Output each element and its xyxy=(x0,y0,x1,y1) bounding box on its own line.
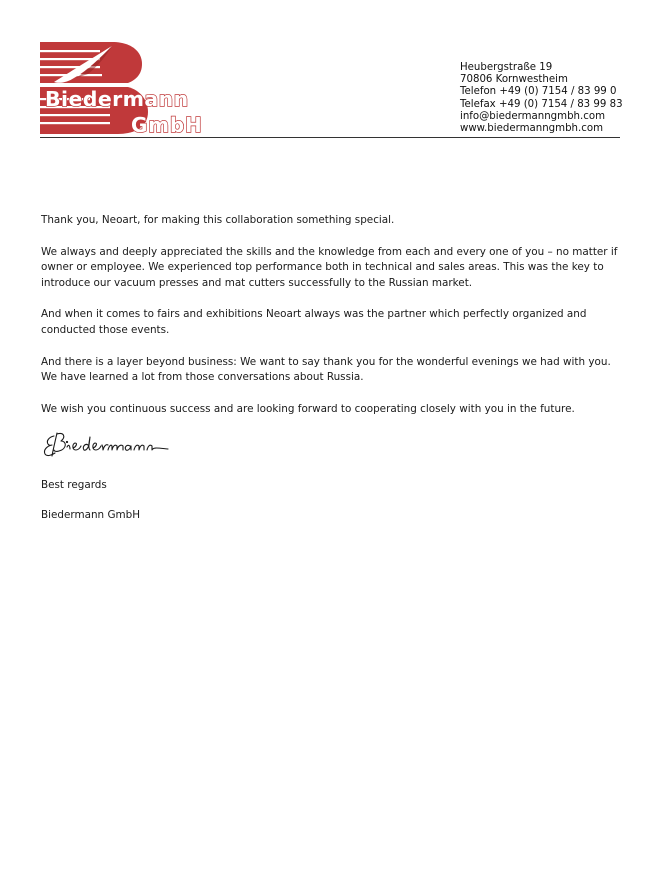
address-fax: Telefax +49 (0) 7154 / 83 99 83 xyxy=(460,98,623,110)
letter-body xyxy=(41,213,623,433)
address-email: info@biedermanngmbh.com xyxy=(460,110,605,122)
handwritten-signature xyxy=(40,428,174,462)
address-city: 70806 Kornwestheim xyxy=(460,74,568,86)
address-phone: Telefon +49 (0) 7154 / 83 99 0 xyxy=(460,86,617,98)
paragraph-fairs: And when it comes to fairs and exhibitions Neoart always was the partner which perfectly organized and conducted those events. xyxy=(41,308,587,336)
paragraph-beyond-business: And there is a layer beyond business: We want to say thank you for the wonderful evenings we had with you. We have learned a lot from those conversations about Russia. xyxy=(41,355,611,384)
logo-name-line1: Biedermann xyxy=(45,87,189,111)
address-website: www.biedermanngmbh.com xyxy=(460,123,603,135)
logo-name-line2: GmbH xyxy=(131,113,203,134)
closing-line: Best regards xyxy=(41,479,107,491)
company-logo xyxy=(40,42,212,134)
header-divider xyxy=(40,137,620,138)
paragraph-thanks: Thank you, Neoart, for making this collaboration something special. xyxy=(41,214,395,226)
paragraph-appreciation: We always and deeply appreciated the skills and the knowledge from each and every one of you – no matter if owner or employee. We experienced top performance both in technical and sales areas. This was the key to introduce our vacuum presses and mat cutters successfully to the Russian market. xyxy=(41,245,618,289)
address-street: Heubergstraße 19 xyxy=(460,62,553,73)
paragraph-wishes: We wish you continuous success and are looking forward to cooperating closely with you in the future. xyxy=(41,402,575,415)
company-name: Biedermann GmbH xyxy=(41,509,141,521)
sender-address xyxy=(460,62,623,135)
letterhead xyxy=(40,38,623,138)
signature-icon xyxy=(40,428,174,462)
biedermann-b-logo-icon xyxy=(40,42,212,134)
